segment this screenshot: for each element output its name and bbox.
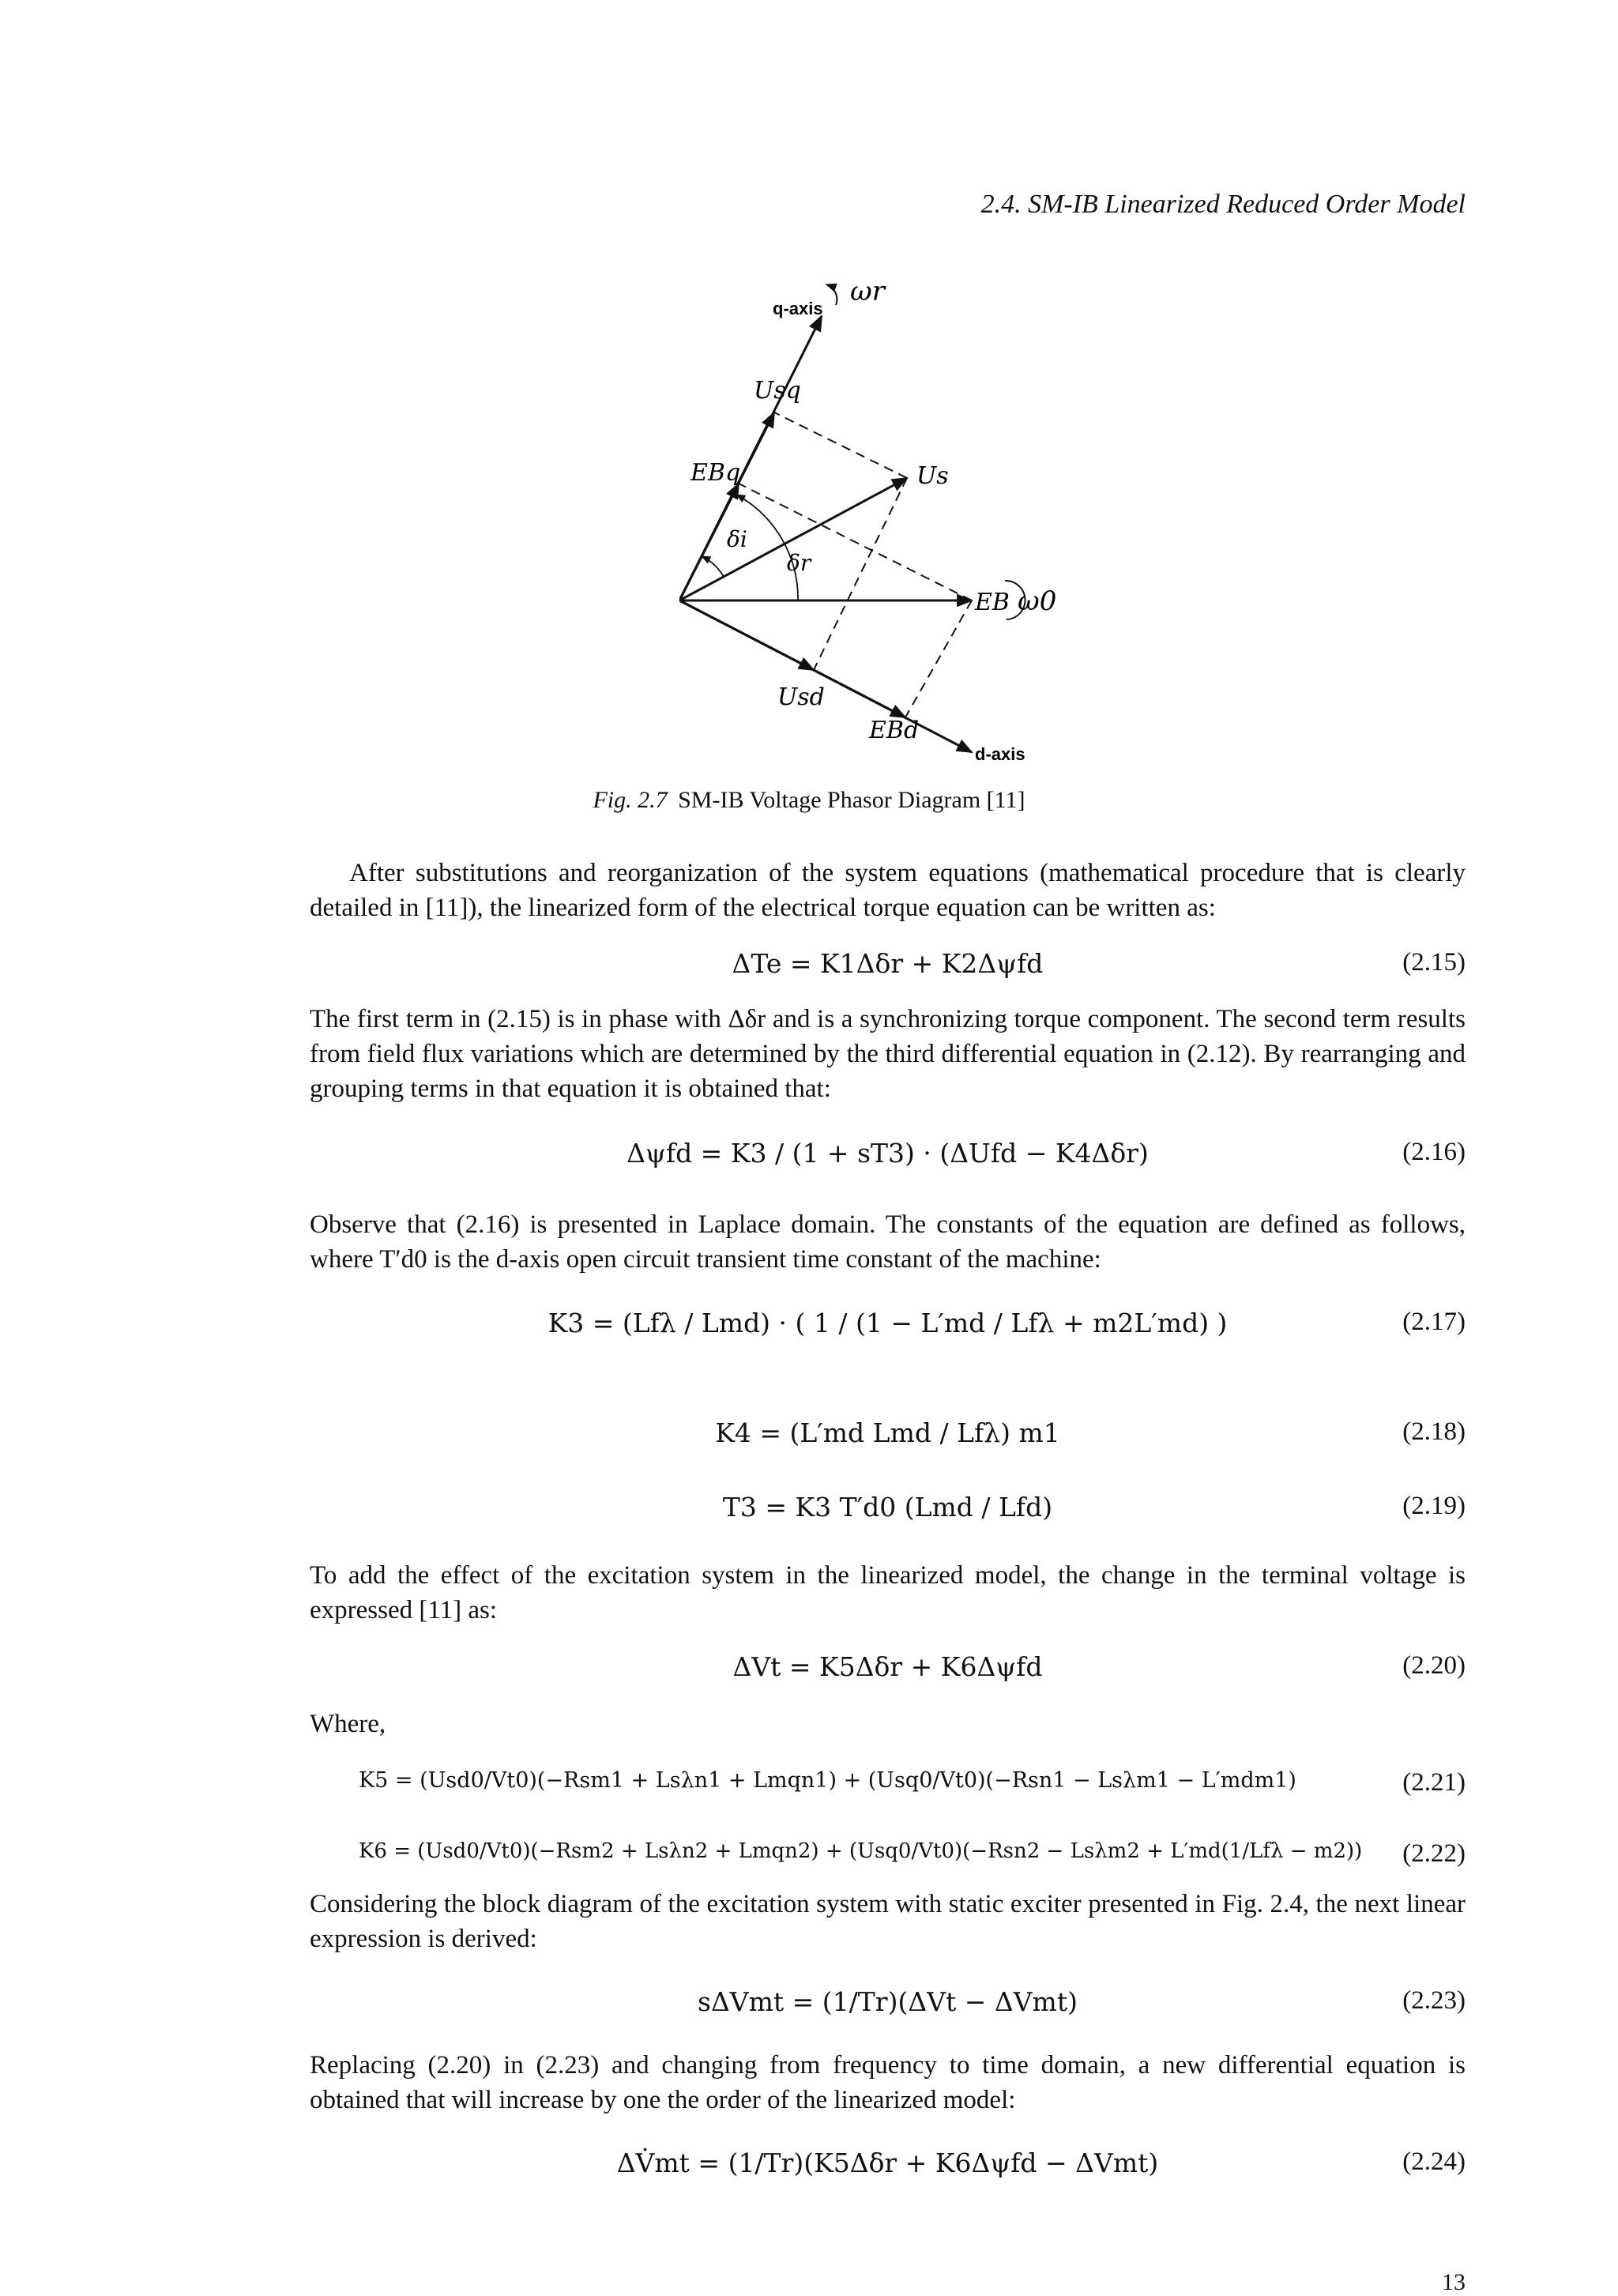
label-omega-0: ω0	[1018, 585, 1057, 617]
equation-number: (2.19)	[1402, 1492, 1466, 1520]
phasor-diagram	[679, 269, 1122, 774]
equation-2-20	[310, 1651, 1466, 1699]
equation-body: ΔVt = K5Δδr + K6Δψfd	[732, 1651, 1043, 1682]
equation-body: sΔVmt = (1/Tr)(ΔVt − ΔVmt)	[698, 1986, 1078, 2017]
paragraph-7: Replacing (2.20) in (2.23) and changing from frequency to time domain, a new differential equation is obtained that will increase by one the order of the linearized model:	[310, 2051, 1466, 2114]
paragraph-5: Where,	[310, 1710, 386, 1738]
equation-number: (2.16)	[1402, 1138, 1466, 1166]
equation-number: (2.22)	[1402, 1839, 1466, 1868]
figure-caption	[0, 787, 1618, 814]
equation-2-23	[310, 1986, 1466, 2034]
delta-i-arc	[702, 556, 724, 577]
equation-body: K4 = (L′md Lmd / Lfλ) m1	[715, 1417, 1060, 1448]
paragraph-6: Considering the block diagram of the excitation system with static exciter presented in Fig. 2.4, the next linear expression is derived:	[310, 1890, 1466, 1953]
label-usd: Usd	[777, 683, 825, 711]
equation-2-18	[310, 1417, 1466, 1465]
label-q-axis: q-axis	[773, 299, 823, 318]
label-omega-r: ωr	[850, 276, 885, 307]
figure-caption-label: Fig. 2.7	[593, 787, 668, 813]
equation-body: T3 = K3 T′d0 (Lmd / Lfd)	[722, 1492, 1053, 1523]
equation-2-24	[310, 2147, 1466, 2195]
equation-2-22	[310, 1839, 1466, 1887]
label-us: Us	[916, 462, 949, 490]
equation-number: (2.15)	[1402, 948, 1466, 977]
equation-2-21	[310, 1768, 1466, 1816]
equation-body: ΔV̇mt = (1/Tr)(K5Δδr + K6Δψfd − ΔVmt)	[616, 2147, 1159, 2178]
equation-number: (2.21)	[1402, 1768, 1466, 1797]
equation-2-15	[310, 948, 1466, 996]
equation-body: K3 = (Lfλ / Lmd) · ( 1 / (1 − L′md / Lfλ + m2L′md) )	[547, 1308, 1228, 1338]
label-ebd: EBd	[869, 717, 920, 744]
paragraph-4: To add the effect of the excitation system in the linearized model, the change in the terminal voltage is expressed [11] as:	[310, 1561, 1466, 1624]
label-delta-r: δr	[787, 550, 811, 576]
equation-body: K5 = (Usd0/Vt0)(−Rsm1 + Lsλn1 + Lmqn1) + (Usq0/Vt0)(−Rsn1 − Lsλm1 − L′mdm1)	[359, 1768, 1296, 1793]
equation-number: (2.24)	[1402, 2147, 1466, 2176]
label-eb: EB	[975, 589, 1010, 616]
label-delta-i: δi	[727, 526, 747, 552]
label-ebq: EBq	[690, 459, 741, 487]
page-number: 13	[1442, 2269, 1466, 2295]
paragraph-2: The first term in (2.15) is in phase with Δδr and is a synchronizing torque component. The second term results from field flux variations which are determined by the third differential equation in (2.12). By rearranging and grouping terms in that equation it is obtained that:	[310, 1005, 1466, 1103]
label-d-axis: d-axis	[975, 744, 1025, 764]
equation-body: Δψfd = K3 / (1 + sT3) · (ΔUfd − K4Δδr)	[627, 1138, 1149, 1169]
paragraph-1: After substitutions and reorganization of the system equations (mathematical procedure that is clearly detailed in [11]), the linearized form of the electrical torque equation can be written as:	[310, 859, 1466, 922]
equation-number: (2.18)	[1402, 1417, 1466, 1446]
paragraph-3: Observe that (2.16) is presented in Laplace domain. The constants of the equation are defined as follows, where T′d0 is the d-axis open circuit transient time constant of the machine:	[310, 1210, 1466, 1274]
equation-2-17	[310, 1308, 1466, 1355]
equation-body: ΔTe = K1Δδr + K2Δψfd	[732, 948, 1044, 979]
equation-2-19	[310, 1492, 1466, 1539]
equation-number: (2.20)	[1402, 1651, 1466, 1680]
equation-2-16	[310, 1138, 1466, 1185]
equation-number: (2.17)	[1402, 1308, 1466, 1336]
figure-caption-text: SM-IB Voltage Phasor Diagram [11]	[678, 787, 1025, 813]
running-head: 2.4. SM-IB Linearized Reduced Order Model	[980, 190, 1466, 219]
equation-body: K6 = (Usd0/Vt0)(−Rsm2 + Lsλn2 + Lmqn2) + (Usq0/Vt0)(−Rsn2 − Lsλm2 + L′md(1/Lfλ − m2))	[359, 1839, 1363, 1863]
label-usq: Usq	[754, 377, 801, 405]
us-phasor	[679, 478, 907, 600]
equation-number: (2.23)	[1402, 1986, 1466, 2015]
